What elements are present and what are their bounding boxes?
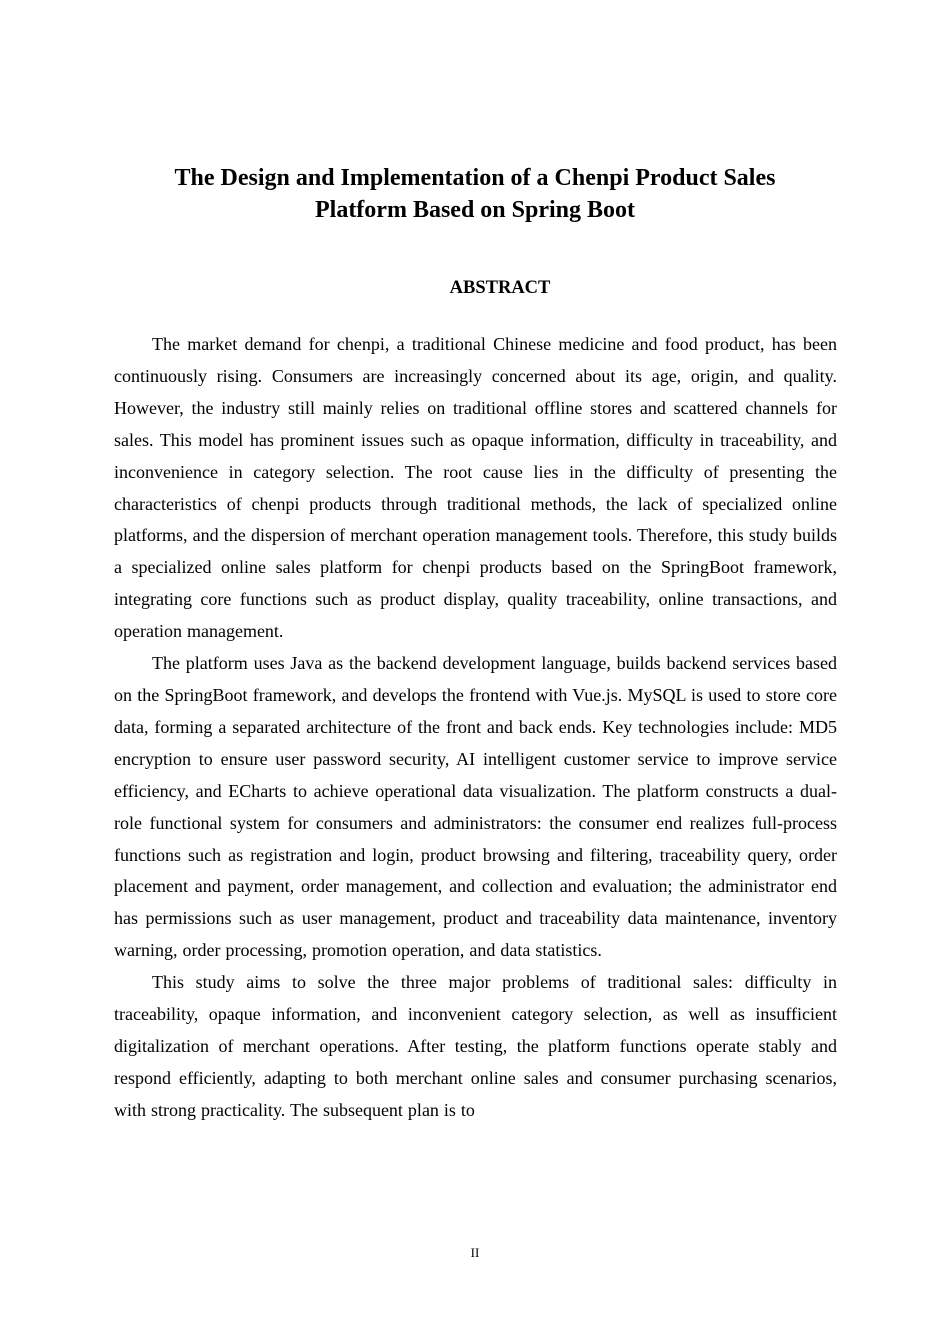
page-title <box>100 162 850 226</box>
abstract-paragraph-1: The market demand for chenpi, a traditional Chinese medicine and food product, has been continuously rising. Consumers are increasingly concerned about its age, origin, and quality. However, the industry still mainly relies on traditional offline stores and scattered channels for sales. This model has prominent issues such as opaque information, difficulty in traceability, and inconvenience in category selection. The root cause lies in the difficulty of presenting the characteristics of chenpi products through traditional methods, the lack of specialized online platforms, and the dispersion of merchant operation management tools. Therefore, this study builds a specialized online sales platform for chenpi products based on the SpringBoot framework, integrating core functions such as product display, quality traceability, online transactions, and operation management. <box>114 334 837 642</box>
title-line-2: Platform Based on Spring Boot <box>314 197 635 223</box>
abstract-heading: ABSTRACT <box>449 278 551 298</box>
page-number: II <box>470 1245 480 1260</box>
abstract-body <box>114 329 837 1127</box>
abstract-paragraph-2: The platform uses Java as the backend development language, builds backend services based on the SpringBoot framework, and develops the frontend with Vue.js. MySQL is used to store core data, forming a separated architecture of the front and back ends. Key technologies include: MD5 encryption to ensure user password security, AI intelligent customer service to improve service efficiency, and ECharts to achieve operational data visualization. The platform constructs a dual-role functional system for consumers and administrators: the consumer end realizes full-process functions such as registration and login, product browsing and filtering, traceability query, order placement and payment, order management, and collection and evaluation; the administrator end has permissions such as user management, product and traceability data maintenance, inventory warning, order processing, promotion operation, and data statistics. <box>114 653 837 961</box>
abstract-paragraph-3: This study aims to solve the three major problems of traditional sales: difficulty in traceability, opaque information, and inconvenient category selection, as well as insufficient digitalization of merchant operations. After testing, the platform functions operate stably and respond efficiently, adapting to both merchant online sales and consumer purchasing scenarios, with strong practicality. The subsequent plan is to <box>114 972 837 1120</box>
title-line-1: The Design and Implementation of a Chenpi Product Sales <box>174 165 776 191</box>
